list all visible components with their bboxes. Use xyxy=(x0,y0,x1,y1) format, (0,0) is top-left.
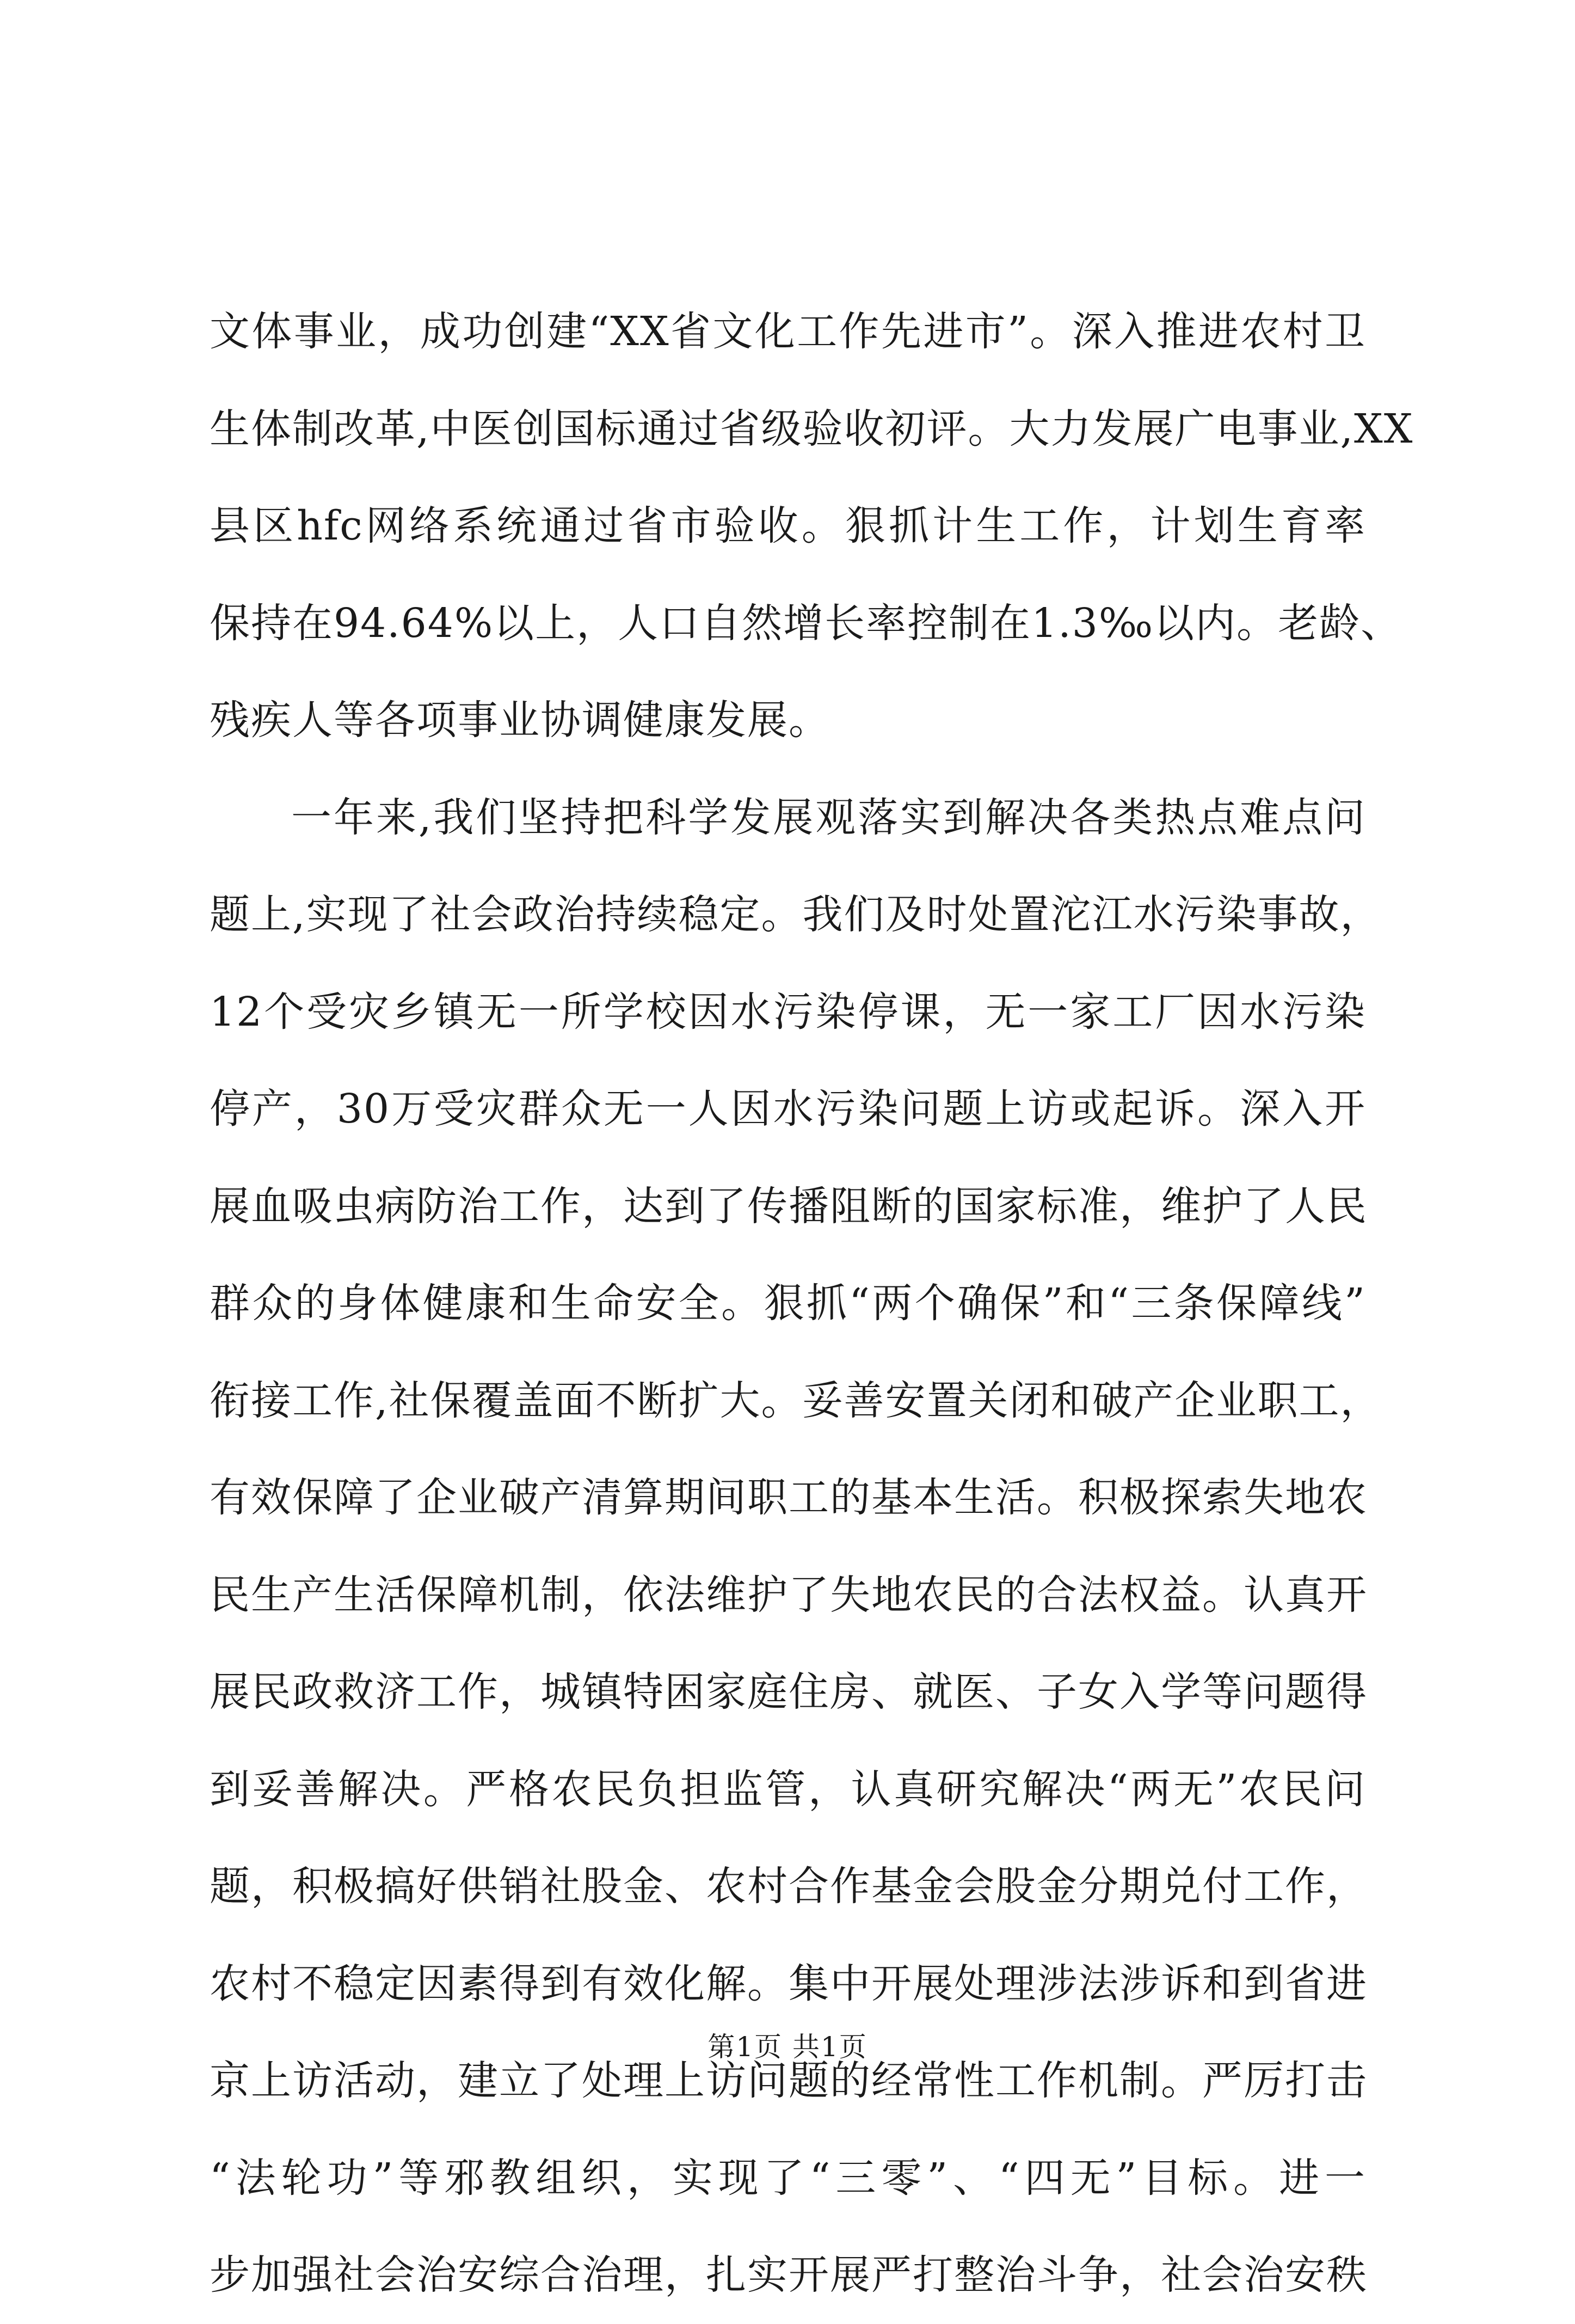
page-footer xyxy=(0,2031,1575,2063)
text-line: “法轮功”等邪教组织，实现了“三零”、“四无”目标。进一 xyxy=(210,2154,1366,2202)
text-line: 有效保障了企业破产清算期间职工的基本生活。积极探索失地农 xyxy=(210,1474,1368,1521)
page-number-label: 第1页 共1页 xyxy=(707,2031,868,2063)
text-line: 题，积极搞好供销社股金、农村合作基金会股金分期兑付工作， xyxy=(210,1863,1368,1910)
text-line: 民生产生活保障机制，依法维护了失地农民的合法权益。认真开 xyxy=(210,1571,1368,1618)
document-body xyxy=(210,283,1414,2324)
text-line: 京上访活动，建立了处理上访问题的经常性工作机制。严厉打击 xyxy=(210,2057,1368,2104)
paragraph-first-line: 一年来,我们坚持把科学发展观落实到解决各类热点难点问 xyxy=(291,794,1366,841)
text-line: 农村不稳定因素得到有效化解。集中开展处理涉法涉诉和到省进 xyxy=(210,1960,1368,2007)
text-line: 停产，30万受灾群众无一人因水污染问题上访或起诉。深入开 xyxy=(210,1086,1366,1132)
text-line: 保持在94.64%以上，人口自然增长率控制在1.3‰以内。老龄、 xyxy=(210,599,1402,647)
text-line: 题上,实现了社会政治持续稳定。我们及时处置沱江水污染事故， xyxy=(210,891,1382,938)
text-line: 群众的身体健康和生命安全。狠抓“两个确保”和“三条保障线” xyxy=(210,1280,1366,1327)
text-line: 12个受灾乡镇无一所学校因水污染停课，无一家工厂因水污染 xyxy=(210,988,1366,1035)
text-line: 县区hfc网络系统通过省市验收。狠抓计生工作，计划生育率 xyxy=(210,502,1366,549)
text-line: 衔接工作,社保覆盖面不断扩大。妥善安置关闭和破产企业职工， xyxy=(210,1377,1382,1424)
text-line: 步加强社会治安综合治理，扎实开展严打整治斗争，社会治安秩 xyxy=(210,2252,1368,2298)
text-line: 展民政救济工作，城镇特困家庭住房、就医、子女入学等问题得 xyxy=(210,1669,1368,1715)
text-line: 残疾人等各项事业协调健康发展。 xyxy=(210,697,830,744)
text-line: 文体事业，成功创建“XX省文化工作先进市”。深入推进农村卫 xyxy=(210,308,1366,355)
text-line: 到妥善解决。严格农民负担监管，认真研究解决“两无”农民问 xyxy=(210,1765,1366,1813)
text-line: 生体制改革,中医创国标通过省级验收初评。大力发展广电事业,XX xyxy=(210,405,1414,452)
text-line: 展血吸虫病防治工作，达到了传播阻断的国家标准，维护了人民 xyxy=(210,1182,1368,1230)
